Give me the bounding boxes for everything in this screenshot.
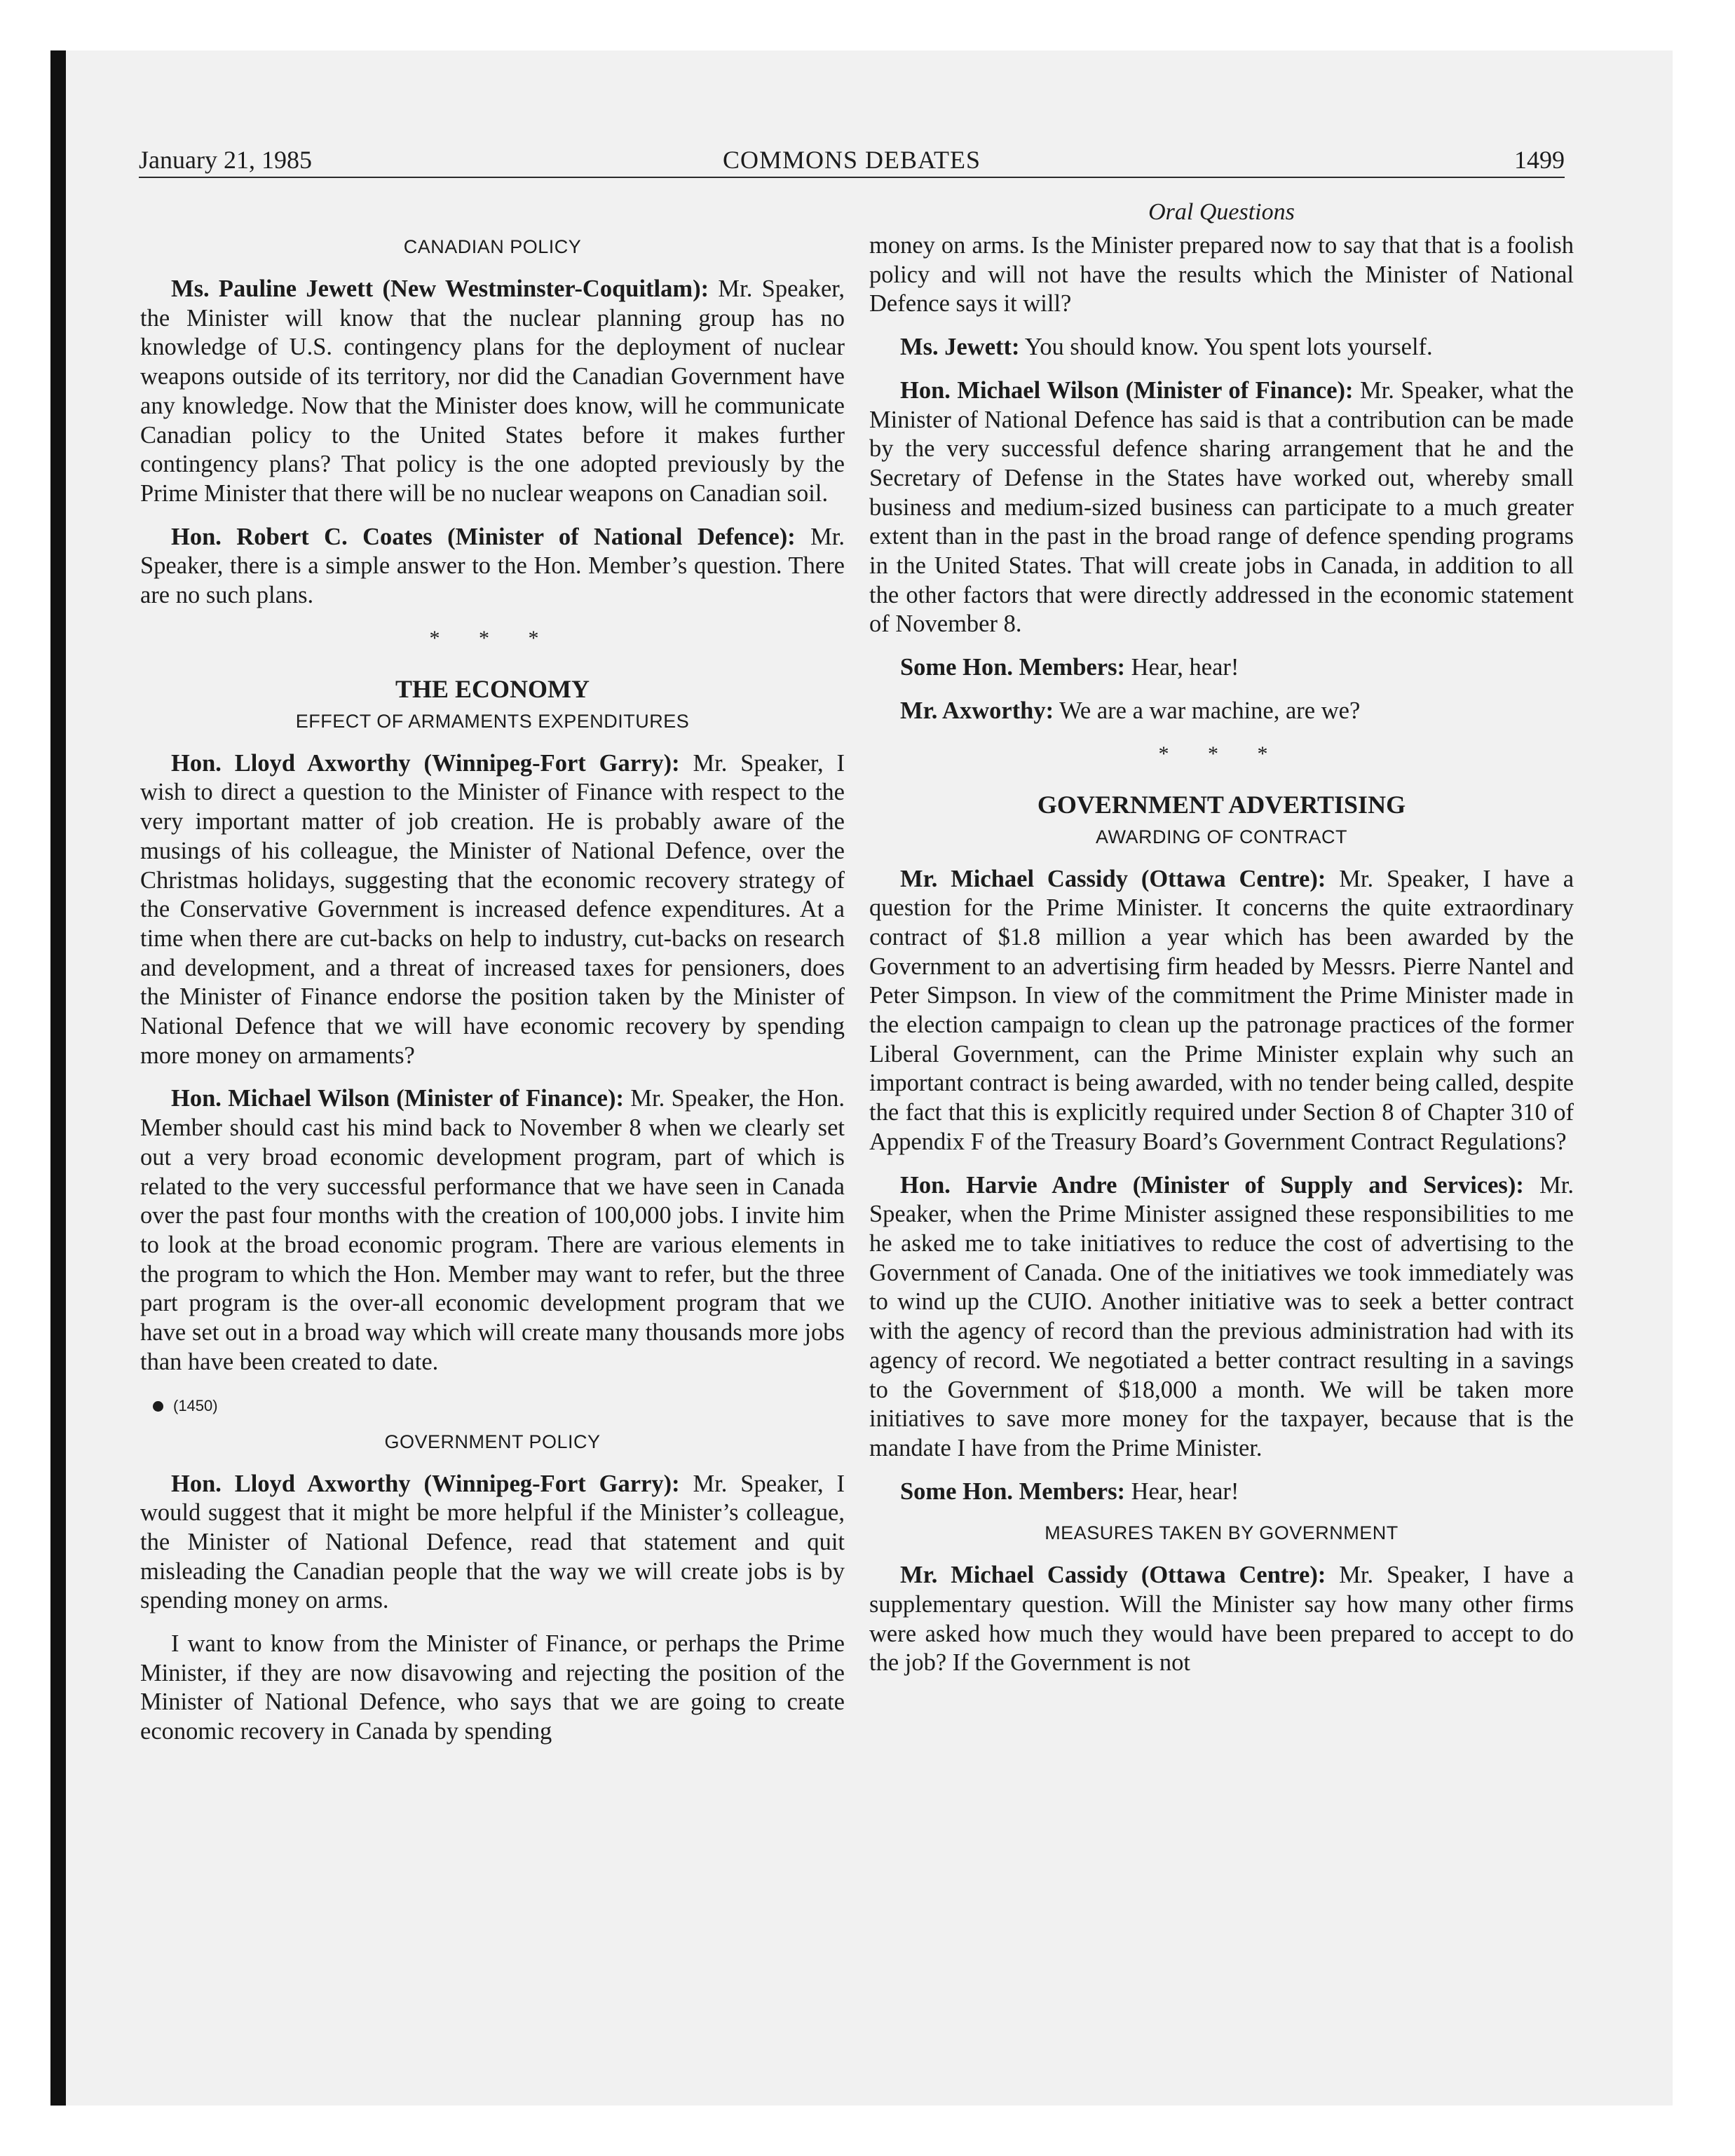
speaker-name: Hon. Michael Wilson (Minister of Finance): <box>900 376 1354 404</box>
speech-text: Mr. Speaker, the Minister will know that the nuclear planning group has no knowledge of U.S. contingency plans for the deployment of nuclear weapons outside of its territory, nor did the Canadian Government have any knowledge. Now that the Minister does know, will he communicate Canadian policy to the United States before it makes further contingency plans? That policy is the one adopted previously by the Prime Minister that there will be no nuclear weapons on Canadian soil. <box>140 275 845 507</box>
speech-text: Mr. Speaker, I wish to direct a question to the Minister of Finance with respect to the very important matter of job creation. He is probably aware of the musings of his colleague, the Minister of National Defence, over the Christmas holidays, suggesting that the economic recovery strategy of the Conservative Government is increased defence expenditures. At a time when there are cut-backs on help to industry, cut-backs on research and development, and a threat of increased taxes for pensioners, does the Minister of Finance endorse the position taken by the Minister of National Defence that we will have economic recovery by spending more money on armaments? <box>140 749 845 1069</box>
right-column <box>869 198 1574 1692</box>
header-rule <box>139 177 1565 178</box>
speaker-name: Hon. Michael Wilson (Minister of Finance): <box>171 1085 624 1112</box>
speaker-name: Mr. Michael Cassidy (Ottawa Centre): <box>900 1562 1326 1589</box>
speaker-name: Some Hon. Members: <box>900 654 1125 681</box>
scan-edge-shadow <box>50 50 66 2106</box>
speech-text: money on arms. Is the Minister prepared now to say that that is a foolish policy and will not have the results which the Minister of National Defence says it will? <box>869 232 1574 318</box>
running-head: Oral Questions <box>1148 199 1295 225</box>
speech-paragraph <box>869 1478 1574 1507</box>
speech-paragraph <box>869 1171 1574 1464</box>
speech-paragraph <box>140 1470 845 1616</box>
header-title: COMMONS DEBATES <box>722 146 981 174</box>
subheading: CANADIAN POLICY <box>403 236 582 257</box>
speech-text: Mr. Speaker, I have a supplementary question. Will the Minister say how many other firms were asked how much they would have been prepared to accept to do the job? If the Government is not <box>869 1562 1574 1677</box>
speaker-name: Hon. Lloyd Axworthy (Winnipeg-Fort Garry): <box>171 749 680 777</box>
section-separator: * * * <box>429 626 556 650</box>
speech-text: Mr. Speaker, I would suggest that it might be more helpful if the Minister’s colleague, the Minister of National Defence, read that statement and quit misleading the Canadian people that the way we will create jobs is by spending money on arms. <box>140 1470 845 1614</box>
speaker-name: Hon. Robert C. Coates (Minister of National Defence): <box>171 523 796 550</box>
speech-paragraph <box>140 275 845 509</box>
time-marker-text: (1450) <box>173 1396 218 1414</box>
speaker-name: Hon. Lloyd Axworthy (Winnipeg-Fort Garry): <box>171 1470 680 1497</box>
speech-paragraph <box>140 749 845 1071</box>
time-marker <box>153 1396 845 1417</box>
speech-paragraph <box>140 1630 845 1747</box>
speech-text: Mr. Speaker, what the Minister of National Defence has said is that a contribution can be made by the very successful defence sharing arrangement that he and the Secretary of Defense in the States have worked out, whereby small business and medium-sized business can participate to a much greater extent than in the past in the broad range of defence spending programs in the United States. That will create jobs in Canada, in addition to all the other factors that were directly addressed in the economic statement of November 8. <box>869 376 1574 638</box>
speech-paragraph <box>869 376 1574 639</box>
speech-paragraph <box>140 523 845 610</box>
speech-paragraph <box>869 697 1574 726</box>
speech-text: We are a war machine, are we? <box>1054 697 1361 724</box>
speaker-name: Ms. Pauline Jewett (New Westminster-Coquitlam): <box>171 275 709 302</box>
speech-text: Hear, hear! <box>1124 1478 1239 1505</box>
right-column-body <box>869 231 1574 1678</box>
speaker-name: Mr. Axworthy: <box>900 697 1054 724</box>
subheading: GOVERNMENT POLICY <box>384 1431 601 1452</box>
speaker-name: Mr. Michael Cassidy (Ottawa Centre): <box>900 865 1326 892</box>
paragraph-continued <box>869 231 1574 319</box>
speech-text: Mr. Speaker, the Hon. Member should cast his mind back to November 8 when we clearly set out a very broad economic development program, part of which is related to the very successful performance that we have seen in Canada over the past four months with the creation of 100,000 jobs. I invite him to look at the broad economic program. There are various elements in the program to which the Hon. Member may want to refer, but the three part program is the over-all economic development program that we have set out in a broad way which will create many thousands more jobs than have been created to date. <box>140 1085 845 1375</box>
speech-paragraph <box>869 1561 1574 1678</box>
speech-paragraph <box>869 333 1574 362</box>
speech-text: You should know. You spent lots yourself. <box>1019 334 1433 361</box>
speaker-name: Some Hon. Members: <box>900 1478 1125 1505</box>
speech-text: Mr. Speaker, there is a simple answer to the Hon. Member’s question. There are no such plans. <box>140 523 845 609</box>
bullet-icon <box>153 1401 163 1412</box>
section-heading: GOVERNMENT ADVERTISING <box>1037 790 1406 819</box>
speech-paragraph <box>869 865 1574 1157</box>
speaker-name: Hon. Harvie Andre (Minister of Supply and Services): <box>900 1171 1524 1199</box>
speech-text: Mr. Speaker, I have a question for the Prime Minister. It concerns the quite extraordinary contract of $1.8 million a year which has been awarded by the Government to an advertising firm headed by Messrs. Pierre Nantel and Peter Simpson. In view of the commitment the Prime Minister made in the election campaign to clean up the patronage practices of the former Liberal Government, can the Prime Minister explain why such an important contract is being awarded, with no tender being called, despite the fact that this is explicitly required under Section 8 of Chapter 310 of Appendix F of the Treasury Board’s Government Contract Regulations? <box>869 865 1574 1155</box>
speech-paragraph <box>869 653 1574 683</box>
left-column <box>140 231 845 1761</box>
header-date: January 21, 1985 <box>139 146 312 174</box>
speech-text: Hear, hear! <box>1124 654 1239 681</box>
page-header <box>139 143 1565 177</box>
speaker-name: Ms. Jewett: <box>900 334 1020 361</box>
subheading: AWARDING OF CONTRACT <box>1096 826 1347 847</box>
speech-text: I want to know from the Minister of Finance, or perhaps the Prime Minister, if they are now disavowing and rejecting the position of the Minister of National Defence, who says that we are going to create economic recovery in Canada by spending <box>140 1630 845 1745</box>
header-page-number: 1499 <box>1514 146 1565 174</box>
section-separator: * * * <box>1158 742 1285 765</box>
subheading: MEASURES TAKEN BY GOVERNMENT <box>1045 1522 1399 1544</box>
subheading: EFFECT OF ARMAMENTS EXPENDITURES <box>295 710 690 732</box>
speech-paragraph <box>140 1084 845 1377</box>
section-heading: THE ECONOMY <box>395 674 590 703</box>
speech-text: Mr. Speaker, when the Prime Minister assigned these responsibilities to me he asked me to take initiatives to reduce the cost of advertising to the Government of Canada. One of the initiatives we took immediately was to wind up the CUIO. Another initiative was to seek a better contract with the agency of record than the previous administration had with its agency of record. We negotiated a better contract resulting in a savings to the Government of $18,000 a month. We will be taken more initiatives to save more money for the taxpayer, because that is the mandate I have from the Prime Minister. <box>869 1171 1574 1461</box>
